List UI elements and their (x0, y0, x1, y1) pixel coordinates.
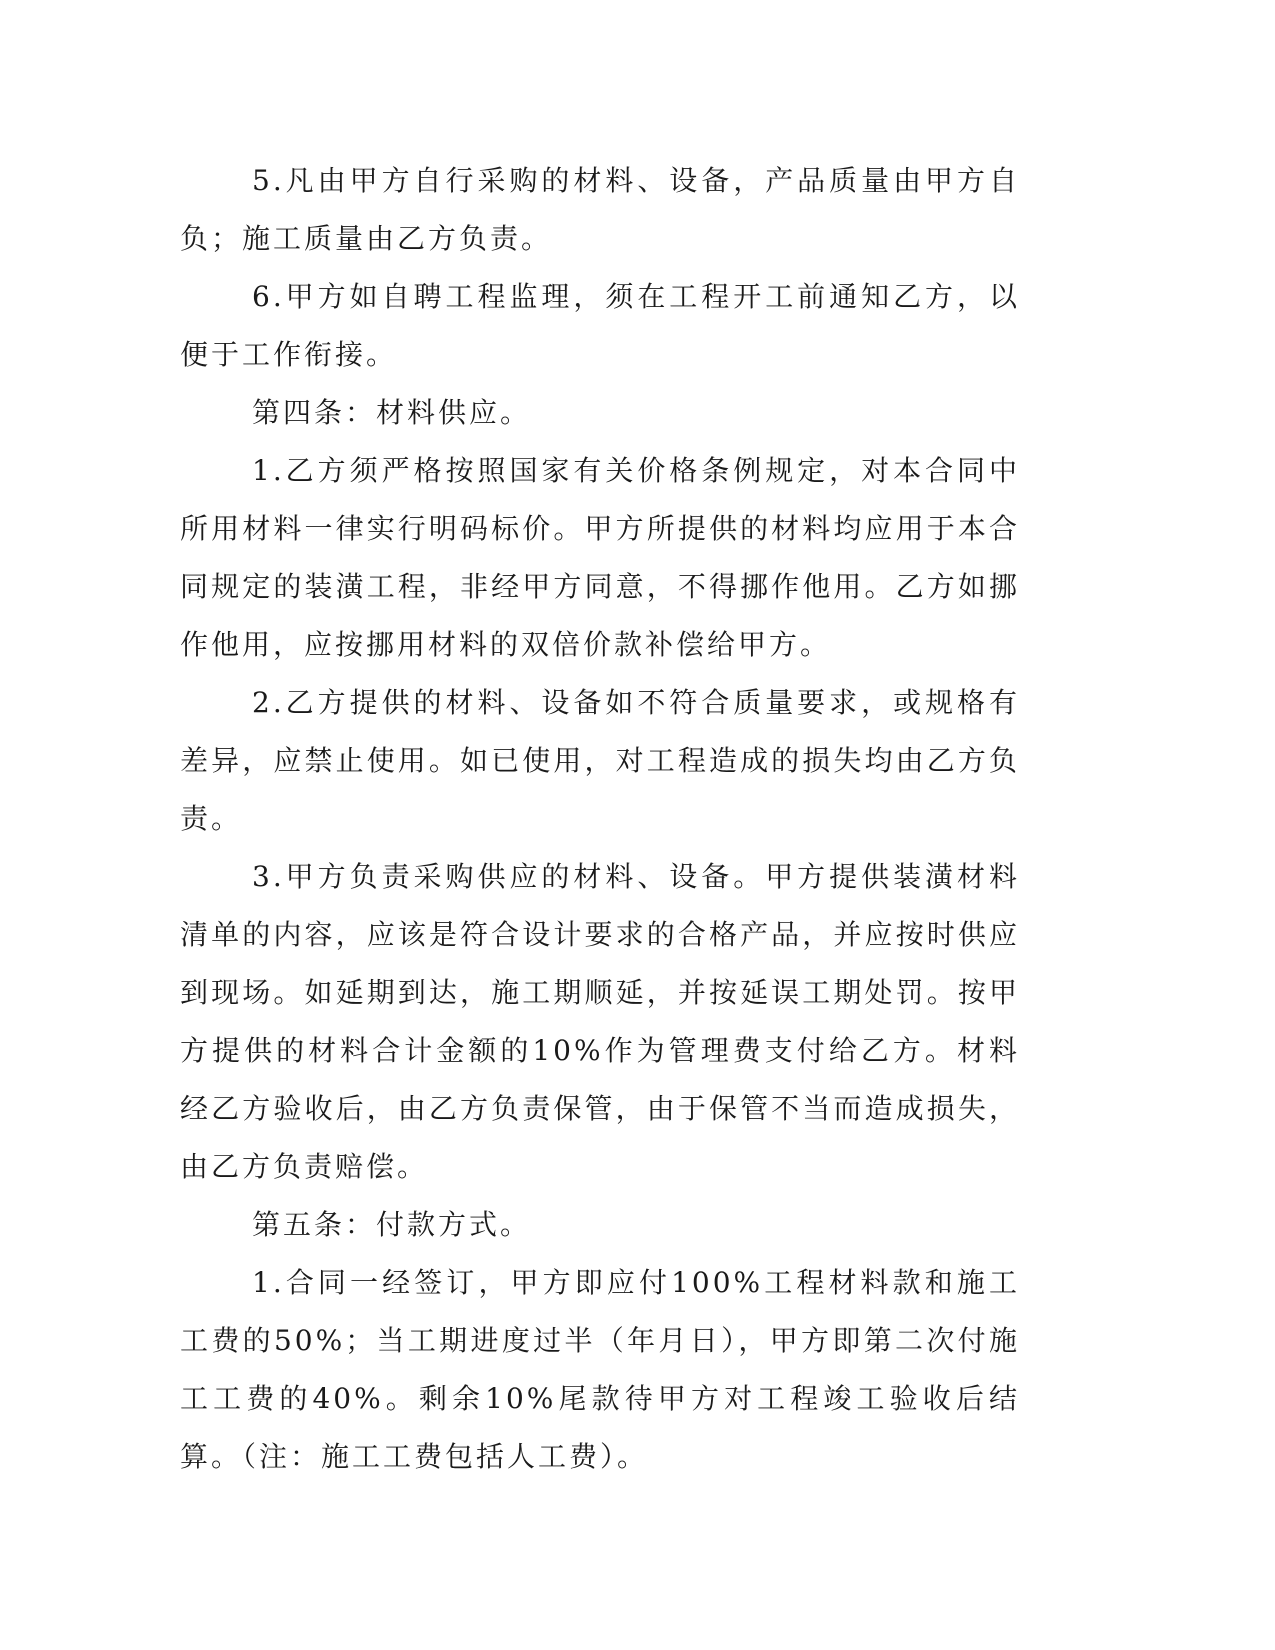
paragraph-clause-4-item-2: 2.乙方提供的材料、设备如不符合质量要求，或规格有差异，应禁止使用。如已使用，对工程造成的损失均由乙方负责。 (180, 686, 1020, 835)
paragraph-clause-4-item-3: 3.甲方负责采购供应的材料、设备。甲方提供装潢材料清单的内容，应该是符合设计要求的合格产品，并应按时供应到现场。如延期到达，施工期顺延，并按延误工期处罚。按甲方提供的材料合计金额的10%作为管理费支付给乙方。材料经乙方验收后，由乙方负责保管，由于保管不当而造成损失，由乙方负责赔偿。 (180, 860, 1020, 1183)
heading-clause-4: 第四条：材料供应。 (252, 396, 532, 429)
document-page (180, 152, 1020, 1486)
paragraph-clause-5-item-1: 1.合同一经签订，甲方即应付100%工程材料款和施工工费的50%；当工期进度过半（年月日），甲方即第二次付施工工费的40%。剩余10%尾款待甲方对工程竣工验收后结算。（注：施工工费包括人工费）。 (180, 1266, 1020, 1473)
paragraph-clause-4-item-1: 1.乙方须严格按照国家有关价格条例规定，对本合同中所用材料一律实行明码标价。甲方所提供的材料均应用于本合同规定的装潢工程，非经甲方同意，不得挪作他用。乙方如挪作他用，应按挪用材料的双倍价款补偿给甲方。 (180, 454, 1020, 661)
paragraph-clause-3-item-5: 5.凡由甲方自行采购的材料、设备，产品质量由甲方自负；施工质量由乙方负责。 (180, 164, 1020, 255)
heading-clause-5: 第五条：付款方式。 (252, 1208, 532, 1241)
paragraph-clause-3-item-6: 6.甲方如自聘工程监理，须在工程开工前通知乙方，以便于工作衔接。 (180, 280, 1020, 371)
